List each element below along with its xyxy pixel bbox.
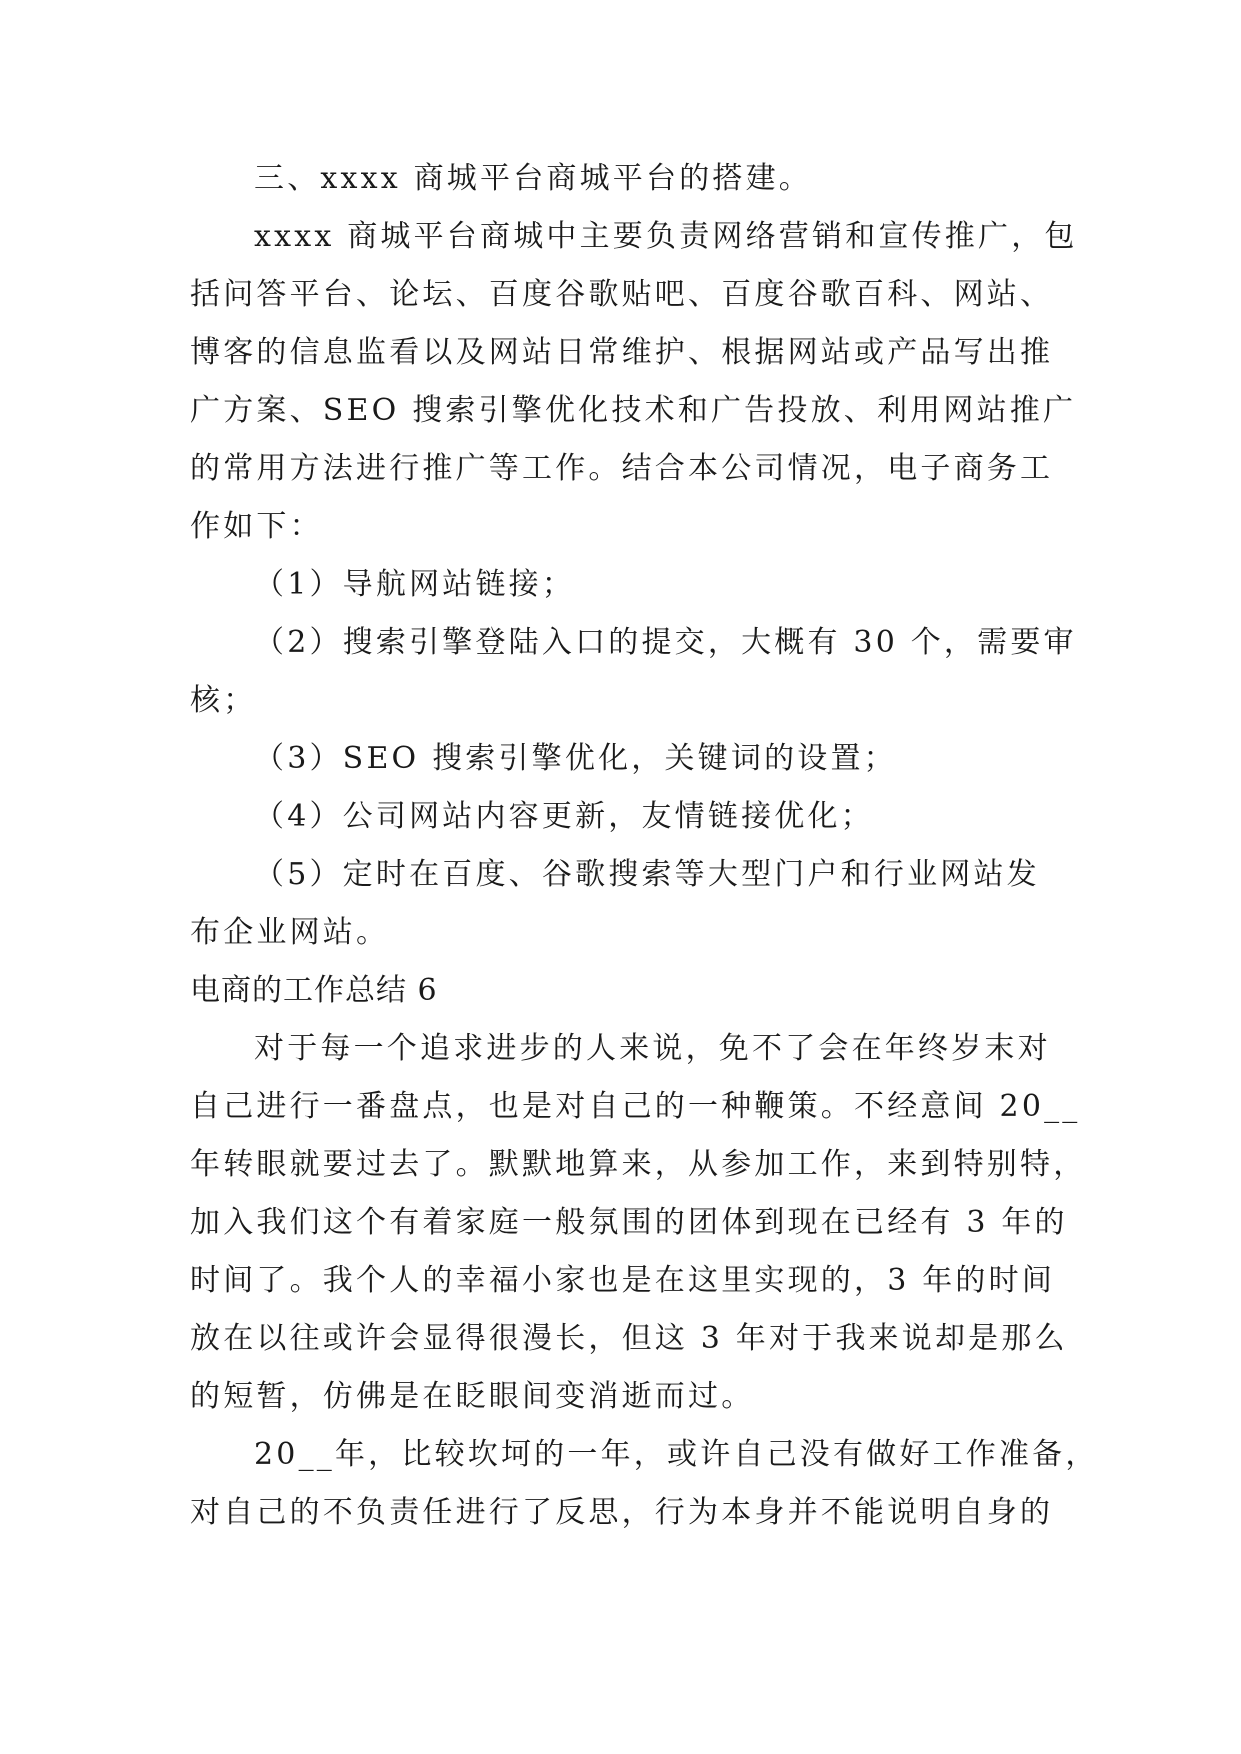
paragraph-line: 加入我们这个有着家庭一般氛围的团体到现在已经有 3 年的	[190, 1205, 1068, 1240]
paragraph-line: 的常用方法进行推广等工作。结合本公司情况，电子商务工	[190, 451, 1054, 486]
paragraph-line: 对自己的不负责任进行了反思，行为本身并不能说明自身的	[190, 1495, 1054, 1530]
list-item-continuation: 布企业网站。	[190, 915, 390, 950]
list-item: （4）公司网站内容更新，友情链接优化；	[254, 799, 874, 834]
section-heading: 三、xxxx 商城平台商城平台的搭建。	[254, 161, 813, 196]
paragraph-line: 的短暂，仿佛是在眨眼间变消逝而过。	[190, 1379, 755, 1414]
paragraph-line: 时间了。我个人的幸福小家也是在这里实现的，3 年的时间	[190, 1263, 1056, 1298]
paragraph-line: 自己进行一番盘点，也是对自己的一种鞭策。不经意间 20__	[190, 1089, 1081, 1124]
section-title: 电商的工作总结 6	[190, 973, 438, 1008]
list-item: （5）定时在百度、谷歌搜索等大型门户和行业网站发	[254, 857, 1040, 892]
list-item: （2）搜索引擎登陆入口的提交，大概有 30 个，需要审	[254, 625, 1077, 660]
paragraph-line: 广方案、SEO 搜索引擎优化技术和广告投放、利用网站推广	[190, 393, 1077, 428]
list-item: （3）SEO 搜索引擎优化，关键词的设置；	[254, 741, 897, 776]
paragraph-line: 括问答平台、论坛、百度谷歌贴吧、百度谷歌百科、网站、	[190, 277, 1054, 312]
paragraph-line: 作如下：	[190, 509, 323, 544]
paragraph-line: 对于每一个追求进步的人来说，免不了会在年终岁末对	[254, 1031, 1051, 1066]
paragraph-line: 放在以往或许会显得很漫长，但这 3 年对于我来说却是那么	[190, 1321, 1068, 1356]
paragraph-line: 年转眼就要过去了。默默地算来，从参加工作，来到特别特，	[190, 1147, 1087, 1182]
paragraph-line: xxxx 商城平台商城中主要负责网络营销和宣传推广，包	[254, 219, 1078, 254]
list-item: （1）导航网站链接；	[254, 567, 576, 602]
document-body	[190, 150, 1099, 1542]
paragraph-line: 20__年，比较坎坷的一年，或许自己没有做好工作准备，	[254, 1437, 1099, 1472]
paragraph-line: 博客的信息监看以及网站日常维护、根据网站或产品写出推	[190, 335, 1054, 370]
list-item-continuation: 核；	[190, 683, 257, 718]
